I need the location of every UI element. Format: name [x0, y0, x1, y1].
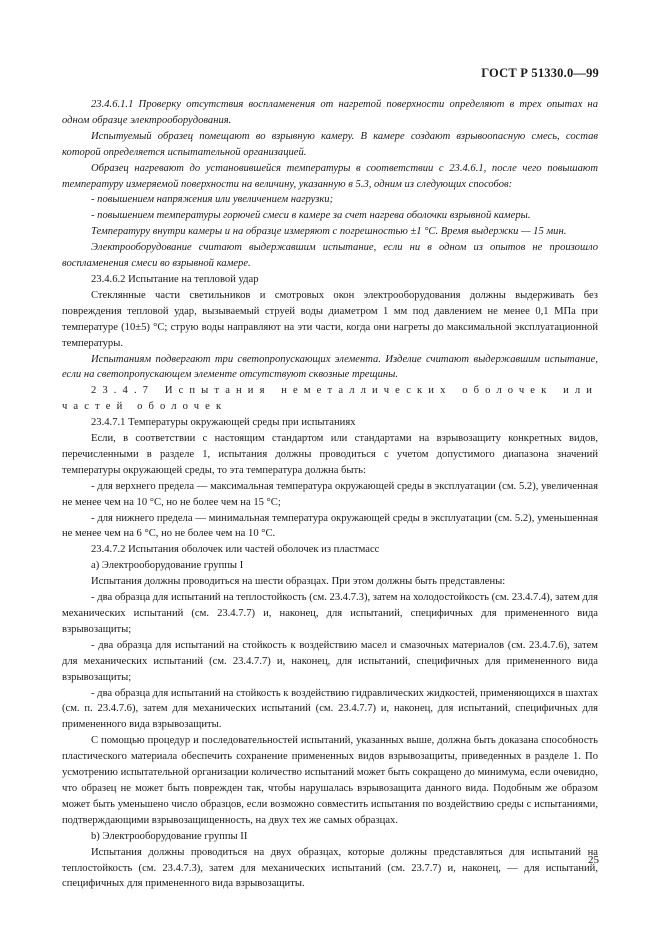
- paragraph: Если, в соответствии с настоящим стандартом или стандартами на взрывозащиту конкретных видов, перечисленными в разделе 1, испытания должны проводиться с учетом допустимого диапазона значений температуры окружающей среды, то эта температура должна быть:: [62, 433, 598, 476]
- paragraph: Испытания должны проводиться на двух образцах, которые должны представляться для испытаний на теплостойкость (см. 23.4.7.3), затем для механических испытаний (см. 23.7.7) и, наконец, — для испытаний, специфичных для примененного вида взрывозащиты.: [62, 846, 598, 890]
- paragraph: - два образца для испытаний на теплостойкость (см. 23.4.7.3), затем на холодостойкость (см. 23.4.7.4), затем для механических испытаний (см. 23.4.7.7) и, наконец, для испытаний, специфичных для примененного вида взрывозащиты;: [62, 592, 598, 635]
- paragraph: 23.4.7.2 Испытания оболочек или частей оболочек из пластмасс: [91, 544, 380, 556]
- paragraph: 23.4.6.2 Испытание на тепловой удар: [91, 273, 259, 285]
- paragraph: - повышением напряжения или увеличением нагрузки;: [91, 194, 334, 206]
- paragraph: Испытания должны проводиться на шести образцах. При этом должны быть представлены:: [91, 576, 506, 588]
- paragraph: Температуру внутри камеры и на образце измеряют с погрешностью ±1 °С. Время выдержки — 15 мин.: [91, 226, 567, 238]
- paragraph: Образец нагревают до установившейся температуры в соответствии с 23.4.6.1, после чего повышают температуру измеряемой поверхности на величину, указанную в 5.3, одним из следующих способов:: [62, 162, 598, 190]
- paragraph: С помощью процедур и последовательностей испытаний, указанных выше, должна быть доказана способность пластического материала обеспечить сохранение примененных видов взрывозащиты, приведенных в разделе 1. По усмотрению испытательной организации количество испытаний может быть сокращено до минимума, если очевидно, что образец не может быть поврежден так, чтобы нарушалась взрывозащита данного вида. Подобным же образом может быть уменьшено число образцов, если возможно совместить испытания по воздействию среды с испытаниями, подтверждающими взрывозащищенность, на двух тех же самых образцах.: [62, 735, 598, 826]
- paragraph: 23.4.6.1.1 Проверку отсутствия воспламенения от нагретой поверхности определяют в трех опытах на одном образце электрооборудования.: [62, 99, 598, 126]
- paragraph: Электрооборудование считают выдержавшим испытание, если ни в одном из опытов не произошло воспламенения смеси во взрывной камере.: [62, 242, 598, 270]
- paragraph: b) Электрооборудование группы II: [91, 830, 248, 842]
- paragraph: а) Электрооборудование группы I: [91, 560, 244, 572]
- paragraph: 23.4.7.1 Температуры окружающей среды при испытаниях: [91, 417, 356, 429]
- paragraph: 23.4.7 Испытания неметаллических оболочек или частей оболочек: [62, 385, 598, 413]
- paragraph: Испытаниям подвергают три светопропускающих элемента. Изделие считают выдержавшим испытание, если на светопропускающем элементе отсутствуют сквозные трещины.: [62, 353, 598, 381]
- paragraph: - для нижнего предела — минимальная температура окружающей среды в эксплуатации (см. 5.2), уменьшенная не менее чем на 6 °С, но не более чем на 10 °С.: [62, 512, 598, 540]
- paragraph: Стеклянные части светильников и смотровых окон электрооборудования должны выдерживать без повреждения тепловой удар, вызываемый струей воды диаметром 1 мм под давлением не менее 0,1 МПа при температуре (10±5) °С; струю воды направляют на эти части, когда они нагреты до максимальной эксплуатационной температуры.: [62, 289, 598, 349]
- standard-code-header: ГОСТ Р 51330.0—99: [481, 66, 599, 80]
- paragraph: - два образца для испытаний на стойкость к воздействию гидравлических жидкостей, применяющихся в шахтах (см. п. 23.4.7.6), затем для механических испытаний (см. 23.4.7.7) и, наконец, для испытаний, специфичных для примененного вида взрывозащиты.: [62, 687, 599, 731]
- paragraph: Испытуемый образец помещают во взрывную камеру. В камере создают взрывоопасную смесь, состав которой определяется испытательной организацией.: [62, 130, 598, 158]
- page-number: 25: [588, 854, 599, 866]
- paragraph: - два образца для испытаний на стойкость к воздействию масел и смазочных материалов (см. 23.4.7.6), затем для механических испытаний (см. 23.4.7.7) и, наконец, для испытаний, специфичных для примененного вида взрывозащиты;: [62, 639, 598, 683]
- document-body: [62, 97, 598, 892]
- paragraph: - для верхнего предела — максимальная температура окружающей среды в эксплуатации (см. 5.2), увеличенная не менее чем на 10 °С, но не более чем на 15 °С;: [62, 480, 598, 508]
- paragraph: - повышением температуры горючей смеси в камере за счет нагрева оболочки взрывной камеры.: [91, 210, 531, 222]
